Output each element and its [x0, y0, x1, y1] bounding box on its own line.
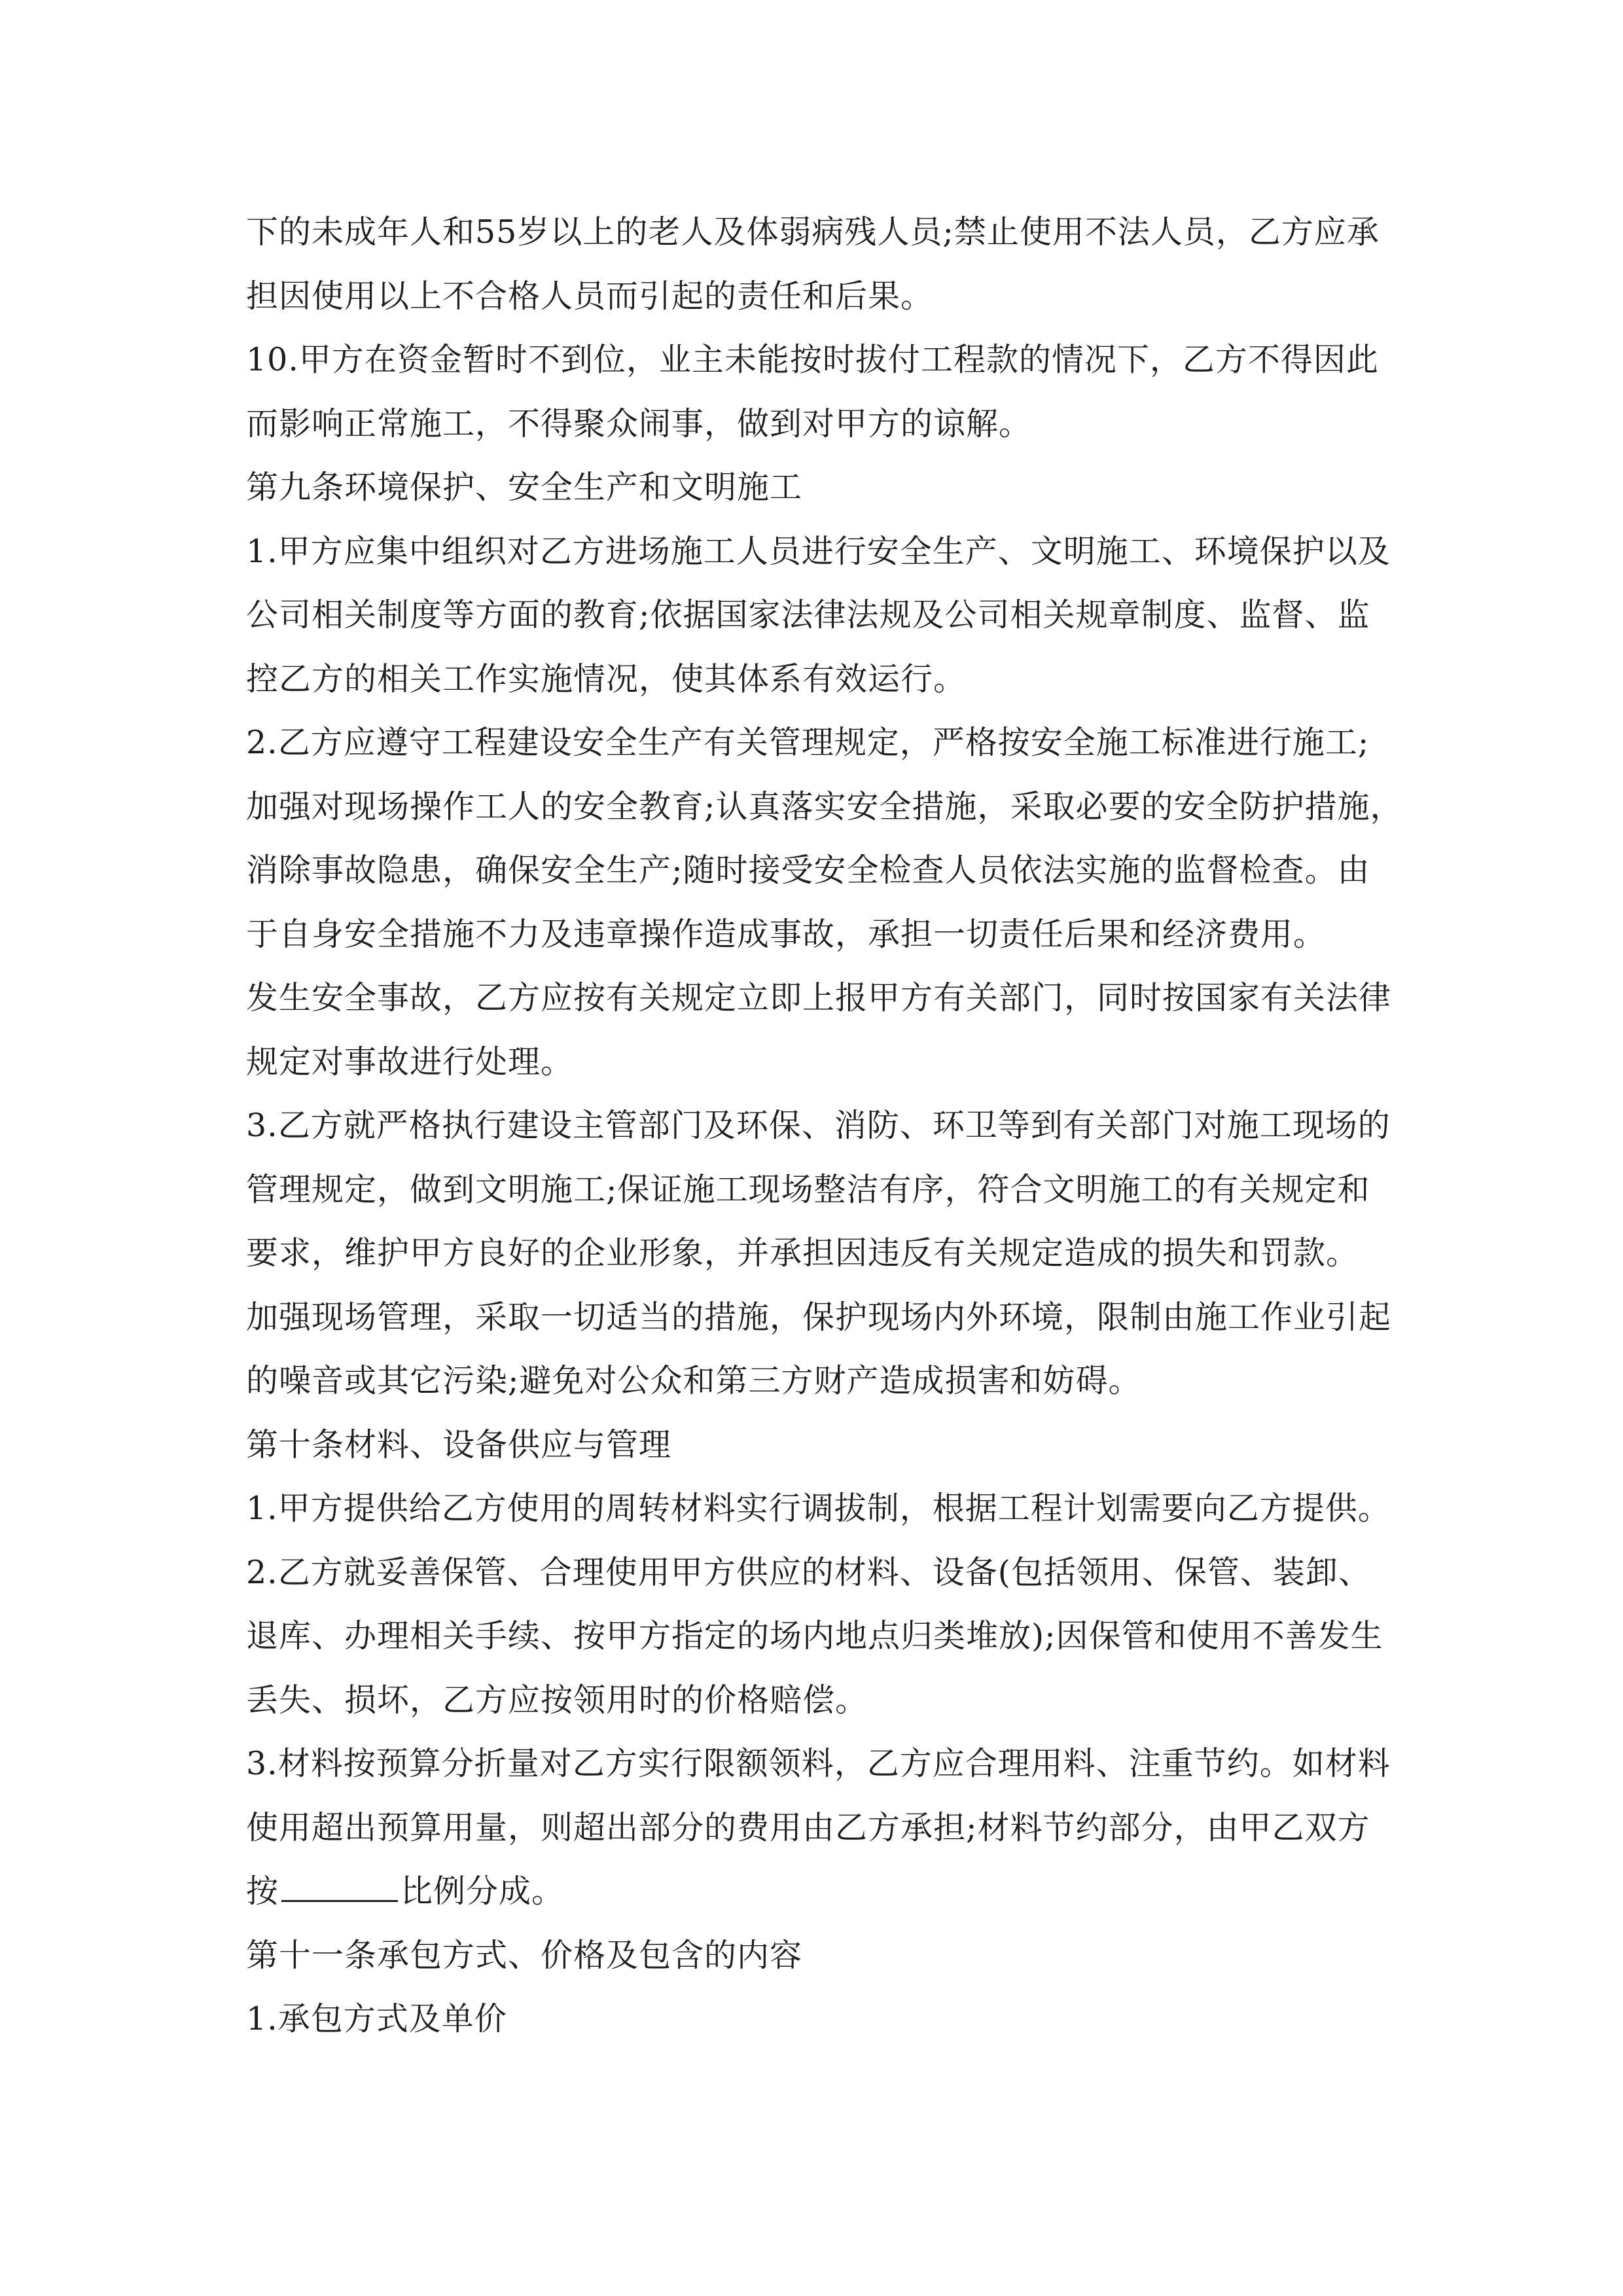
section-heading: 第十条材料、设备供应与管理 — [246, 1426, 672, 1463]
paragraph-line: 公司相关制度等方面的教育;依据国家法律法规及公司相关规章制度、监督、监 — [246, 596, 1370, 634]
paragraph-line: 要求，维护甲方良好的企业形象，并承担因违反有关规定造成的损失和罚款。 — [246, 1234, 1359, 1272]
paragraph-line: 消除事故隐患，确保安全生产;随时接受安全检查人员依法实施的监督检查。由 — [246, 852, 1370, 889]
section-heading: 第九条环境保护、安全生产和文明施工 — [246, 469, 803, 506]
paragraph-line: 规定对事故进行处理。 — [246, 1043, 574, 1081]
paragraph-line: 加强对现场操作工人的安全教育;认真落实安全措施，采取必要的安全防护措施， — [246, 787, 1403, 825]
paragraph-line: 于自身安全措施不力及违章操作造成事故，承担一切责任后果和经济费用。 — [246, 915, 1327, 953]
paragraph-line: 控乙方的相关工作实施情况，使其体系有效运行。 — [246, 660, 967, 698]
paragraph-line: 2.乙方就妥善保管、合理使用甲方供应的材料、设备(包括领用、保管、装卸、 — [246, 1553, 1371, 1591]
contract-body-text — [246, 200, 1403, 2051]
paragraph-line: 下的未成年人和55岁以上的老人及体弱病残人员;禁止使用不法人员，乙方应承 — [246, 213, 1380, 251]
paragraph-line: 1.甲方提供给乙方使用的周转材料实行调拔制，根据工程计划需要向乙方提供。 — [246, 1490, 1391, 1527]
paragraph-line: 1.甲方应集中组织对乙方进场施工人员进行安全生产、文明施工、环境保护以及 — [246, 532, 1391, 570]
paragraph-line: 3.材料按预算分折量对乙方实行限额领料，乙方应合理用料、注重节约。如材料 — [246, 1745, 1391, 1782]
paragraph-line: 而影响正常施工，不得聚众闹事，做到对甲方的谅解。 — [246, 404, 1032, 442]
paragraph-line: 1.承包方式及单价 — [246, 2000, 507, 2037]
ratio-suffix: 比例分成。 — [401, 1873, 565, 1910]
paragraph-line: 担因使用以上不合格人员而引起的责任和后果。 — [246, 277, 934, 315]
paragraph-line: 使用超出预算用量，则超出部分的费用由乙方承担;材料节约部分，由甲乙双方 — [246, 1808, 1370, 1846]
paragraph-line: 管理规定，做到文明施工;保证施工现场整洁有序，符合文明施工的有关规定和 — [246, 1170, 1370, 1208]
paragraph-line: 退库、办理相关手续、按甲方指定的场内地点归类堆放);因保管和使用不善发生 — [246, 1617, 1383, 1655]
paragraph-line: 2.乙方应遵守工程建设安全生产有关管理规定，严格按安全施工标准进行施工; — [246, 724, 1370, 761]
ratio-prefix: 按 — [246, 1873, 279, 1910]
ratio-line — [246, 1859, 1385, 1924]
paragraph-line: 的噪音或其它污染;避免对公众和第三方财产造成损害和妨碍。 — [246, 1362, 1141, 1399]
paragraph-line: 加强现场管理，采取一切适当的措施，保护现场内外环境，限制由施工作业引起 — [246, 1298, 1392, 1336]
paragraph-line: 3.乙方就严格执行建设主管部门及环保、消防、环卫等到有关部门对施工现场的 — [246, 1107, 1391, 1144]
paragraph-line: 发生安全事故，乙方应按有关规定立即上报甲方有关部门，同时按国家有关法律 — [246, 979, 1392, 1016]
ratio-blank-field[interactable] — [281, 1874, 398, 1902]
section-heading: 第十一条承包方式、价格及包含的内容 — [246, 1936, 803, 1974]
paragraph-line: 10.甲方在资金暂时不到位，业主未能按时拔付工程款的情况下，乙方不得因此 — [246, 341, 1379, 378]
paragraph-line: 丢失、损坏，乙方应按领用时的价格赔偿。 — [246, 1681, 868, 1719]
